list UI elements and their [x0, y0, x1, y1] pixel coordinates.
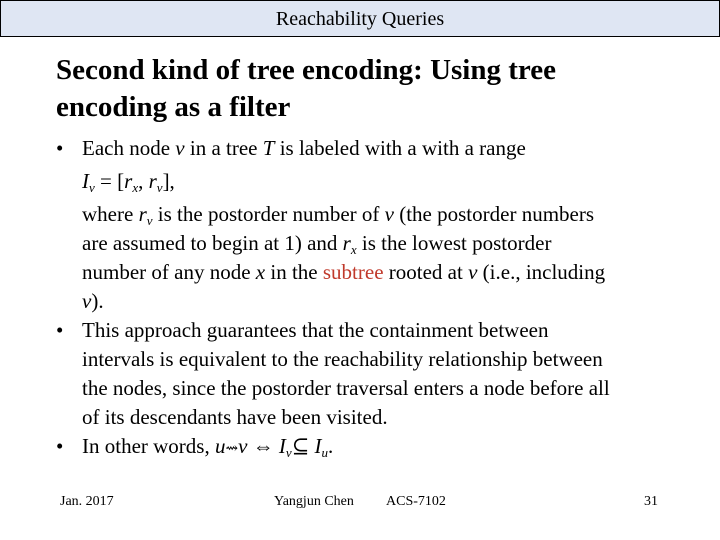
text: ],	[162, 169, 175, 193]
bullet-1-line-1	[56, 134, 696, 163]
bullet-1-line-6	[56, 287, 696, 316]
slide-body	[56, 134, 696, 464]
bullet-1-line-5	[56, 258, 696, 287]
bullet-1-line-2	[56, 167, 696, 196]
var-r: r	[124, 169, 133, 193]
reach-arrow-icon: ⇝	[225, 441, 239, 457]
text: In other words,	[82, 434, 215, 458]
footer-date: Jan. 2017	[60, 494, 114, 509]
text: where	[82, 202, 139, 226]
slide-title	[56, 52, 676, 126]
header-bar	[0, 0, 720, 37]
text: .	[328, 434, 334, 458]
subtree-highlight: subtree	[322, 260, 384, 284]
bullet-1-line-3	[56, 200, 696, 229]
sub-x: x	[350, 242, 357, 257]
var-r: r	[138, 202, 147, 226]
text: (i.e., including	[477, 260, 606, 284]
text: (the postorder numbers	[393, 202, 595, 226]
sub-u: u	[321, 445, 329, 460]
bullet-symbol: •	[56, 434, 64, 458]
bullet-symbol: •	[56, 136, 64, 160]
slide-title-line-2: encoding as a filter	[56, 91, 291, 123]
var-I: I	[314, 434, 322, 458]
bullet-3-line-1	[56, 432, 696, 464]
bullet-2-line-1: This approach guarantees that the containment between	[82, 318, 549, 342]
bullet-item-3	[56, 432, 696, 464]
var-x: x	[255, 260, 266, 284]
bullet-2-line-2: intervals is equivalent to the reachability relationship between	[82, 347, 603, 371]
var-T: T	[262, 136, 275, 160]
footer-author: Yangjun Chen	[274, 494, 354, 509]
footer-page-number: 31	[644, 494, 658, 509]
text: is labeled with a with a range	[274, 136, 526, 160]
var-u: u	[214, 434, 226, 458]
bullet-symbol: •	[56, 318, 64, 342]
text: Each node	[82, 136, 176, 160]
text: number of any node	[82, 260, 256, 284]
var-v: v	[82, 289, 92, 313]
sub-v: v	[146, 213, 153, 228]
sub-v: v	[156, 180, 163, 195]
footer-course: ACS-7102	[386, 494, 446, 509]
text: are assumed to begin at 1) and	[82, 231, 343, 255]
iff-symbol: ⇔	[252, 434, 274, 458]
text: = [	[94, 169, 125, 193]
bullet-1-line-4	[56, 229, 696, 258]
var-r: r	[148, 169, 157, 193]
sub-v: v	[285, 445, 292, 460]
text: is the lowest postorder	[356, 231, 552, 255]
var-I: I	[82, 169, 89, 193]
bullet-2-line-4: of its descendants have been visited.	[82, 405, 388, 429]
var-v: v	[238, 434, 248, 458]
var-I: I	[278, 434, 286, 458]
slide-title-line-1: Second kind of tree encoding: Using tree	[56, 54, 556, 86]
header-title: Reachability Queries	[275, 8, 445, 30]
sub-v: v	[89, 180, 95, 195]
bullet-item-2	[56, 316, 696, 432]
var-r: r	[342, 231, 351, 255]
sub-x: x	[132, 180, 139, 195]
text: in a tree	[184, 136, 263, 160]
subseteq-symbol: ⊆	[291, 434, 310, 458]
var-v: v	[468, 260, 478, 284]
var-v: v	[175, 136, 185, 160]
text: ,	[138, 169, 149, 193]
text: ).	[91, 289, 104, 313]
bullet-item-1	[56, 134, 696, 316]
text: in the	[265, 260, 323, 284]
text: is the postorder number of	[152, 202, 385, 226]
var-v: v	[384, 202, 394, 226]
bullet-2-line-3: the nodes, since the postorder traversal enters a node before all	[82, 376, 610, 400]
text: rooted at	[383, 260, 469, 284]
